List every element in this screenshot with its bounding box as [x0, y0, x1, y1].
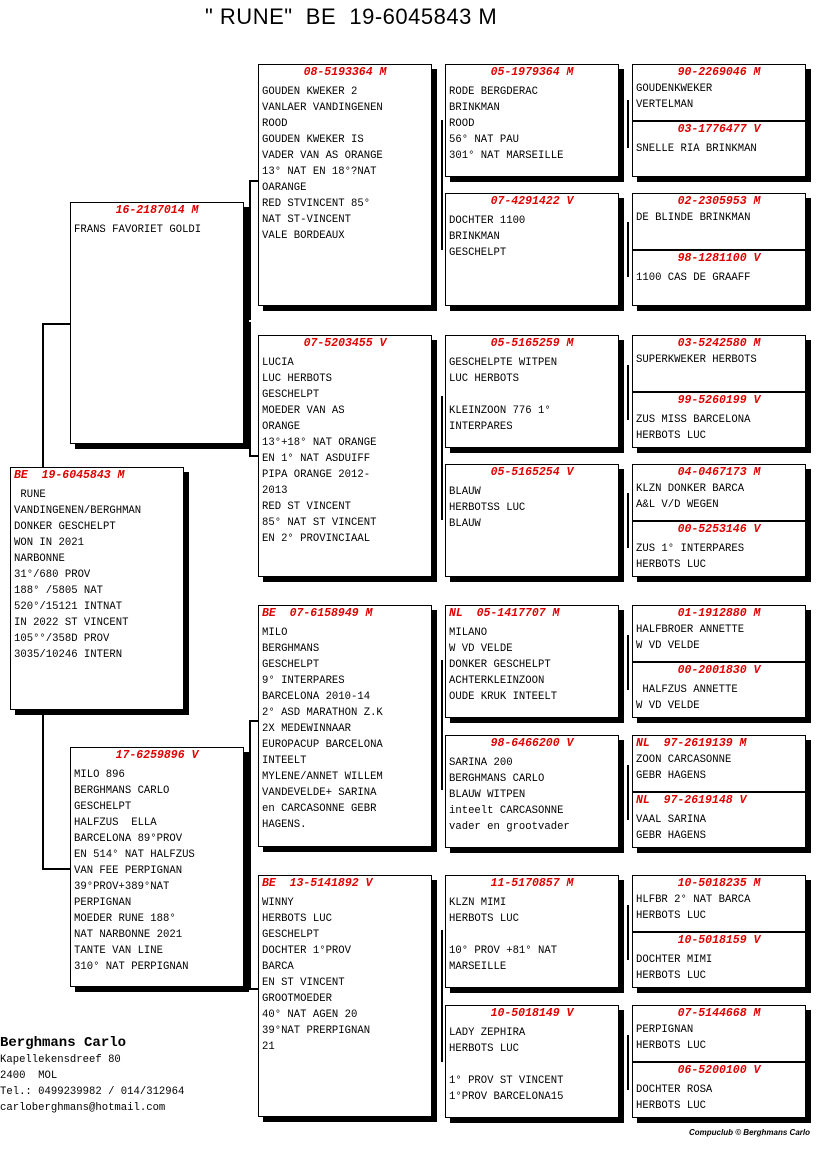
info-line: en CARCASONNE GEBR	[262, 803, 377, 815]
connector-line	[42, 323, 44, 468]
ggg-ring: 02-2305953 M	[677, 195, 761, 208]
info-line: BRINKMAN	[449, 231, 500, 243]
connector-line	[42, 710, 44, 870]
info-line: ROOD	[449, 118, 475, 130]
grandparent-ring: 08-5193364 M	[303, 66, 387, 79]
ggg-pair-card[interactable]	[632, 335, 806, 448]
info-line: HERBOTS LUC	[449, 1043, 519, 1055]
ggg-ring: 99-5260199 V	[677, 394, 761, 407]
great-grandparent-card[interactable]	[445, 193, 619, 306]
info-line: HERBOTS LUC	[636, 970, 706, 982]
info-line: SARINA 200	[449, 757, 513, 769]
info-line: 56° NAT PAU	[449, 134, 519, 146]
info-line: HLFBR 2° NAT BARCA	[636, 894, 751, 906]
great-grandparent-lines	[446, 1022, 618, 1105]
sire-card[interactable]	[70, 202, 244, 444]
info-line: DOCHTER MIMI	[636, 954, 713, 966]
info-line: HALFZUS ANNETTE	[636, 684, 738, 696]
info-line: BARCELONA 89°PROV	[74, 833, 183, 845]
connector-line	[441, 930, 443, 1062]
info-line: GESCHELPT	[262, 659, 320, 671]
info-line: GOUDENKWEKER	[636, 83, 713, 95]
great-grandparent-lines	[446, 892, 618, 975]
info-line: RUNE	[14, 489, 46, 501]
ggg-pair-card[interactable]	[632, 464, 806, 577]
great-grandparent-ring: 05-5165259 M	[490, 337, 574, 350]
grandparent-card[interactable]	[258, 875, 432, 1117]
info-line: BRINKMAN	[449, 102, 500, 114]
info-line: 13°+18° NAT ORANGE	[262, 437, 377, 449]
connector-line	[249, 322, 251, 457]
info-line: DOCHTER 1100	[449, 215, 526, 227]
info-line: NARBONNE	[14, 553, 65, 565]
info-line	[449, 927, 618, 943]
info-line: ORANGE	[262, 421, 301, 433]
info-line: 3035/10246 INTERN	[14, 649, 123, 661]
info-line	[449, 1057, 618, 1073]
connector-line	[249, 868, 251, 990]
connector-line	[249, 720, 251, 870]
connector-line	[627, 222, 629, 277]
info-line: HALFBROER ANNETTE	[636, 624, 745, 636]
grandparent-lines	[259, 81, 431, 244]
ggg-ring: 04-0467173 M	[677, 466, 761, 479]
info-line: ACHTERKLEINZOON	[449, 675, 545, 687]
owner-address: Kapellekensdreef 80	[0, 1054, 121, 1066]
footer-credit: Compuclub © Berghmans Carlo	[688, 1128, 810, 1137]
great-grandparent-card[interactable]	[445, 1005, 619, 1118]
info-line: KLEINZOON 776 1°	[449, 405, 551, 417]
ggg-lines	[633, 1022, 805, 1054]
info-line	[449, 387, 618, 403]
info-line: OUDE KRUK INTEELT	[449, 691, 558, 703]
ggg-lines	[633, 679, 805, 714]
info-line: 9° INTERPARES	[262, 675, 345, 687]
info-line: RED STVINCENT 85°	[262, 198, 371, 210]
info-line: TANTE VAN LINE	[74, 945, 164, 957]
dam-ring: 17-6259896 V	[115, 749, 199, 762]
info-line: vader en grootvader	[449, 821, 570, 833]
info-line: BARCELONA 2010-14	[262, 691, 371, 703]
ggg-lines	[633, 210, 805, 226]
info-line: NAT NARBONNE 2021	[74, 929, 183, 941]
info-line: 2013	[262, 485, 288, 497]
ggg-lines	[633, 409, 805, 444]
info-line: 2° ASD MARATHON Z.K	[262, 707, 383, 719]
ggg-pair-card[interactable]	[632, 193, 806, 306]
great-grandparent-card[interactable]	[445, 875, 619, 988]
great-grandparent-lines	[446, 81, 618, 164]
ggg-pair-card[interactable]	[632, 735, 806, 848]
subject-lines	[11, 484, 183, 663]
info-line: SNELLE RIA BRINKMAN	[636, 143, 757, 155]
ggg-lines	[633, 481, 805, 513]
info-line: HERBOTS LUC	[636, 910, 706, 922]
subject-card[interactable]	[10, 467, 184, 710]
info-line: DONKER GESCHELPT	[14, 521, 116, 533]
ggg-lines	[633, 538, 805, 573]
info-line: RODE BERGDERAC	[449, 86, 539, 98]
info-line: 39°PROV+389°NAT	[74, 881, 170, 893]
ggg-ring: NL 97-2619148 V	[636, 794, 747, 807]
info-line: inteelt CARCASONNE	[449, 805, 564, 817]
ggg-pair-card[interactable]	[632, 605, 806, 718]
info-line: ZUS MISS BARCELONA	[636, 414, 751, 426]
ggg-lines	[633, 809, 805, 844]
grandparent-card[interactable]	[258, 605, 432, 847]
info-line: INTEELT	[262, 755, 307, 767]
info-line: HERBOTS LUC	[636, 559, 706, 571]
ggg-ring: 07-5144668 M	[677, 1007, 761, 1020]
info-line: BLAUW WITPEN	[449, 789, 526, 801]
info-line: BERGHMANS	[262, 643, 320, 655]
info-line: VADER VAN AS ORANGE	[262, 150, 383, 162]
connector-line	[627, 1035, 629, 1090]
info-line: KLZN MIMI	[449, 897, 507, 909]
info-line: VAAL SARINA	[636, 814, 706, 826]
info-line: GOUDEN KWEKER IS	[262, 134, 364, 146]
ggg-pair-card[interactable]	[632, 1005, 806, 1118]
info-line: 2X MEDEWINNAAR	[262, 723, 352, 735]
info-line: HERBOTSS LUC	[449, 502, 526, 514]
info-line: HERBOTS LUC	[636, 430, 706, 442]
owner-city: 2400 MOL	[0, 1070, 58, 1082]
connector-line	[441, 660, 443, 790]
info-line: NAT ST-VINCENT	[262, 214, 352, 226]
info-line: MARSEILLE	[449, 961, 507, 973]
info-line: BERGHMANS CARLO	[74, 785, 170, 797]
info-line: LUC HERBOTS	[449, 373, 519, 385]
info-line: WON IN 2021	[14, 537, 84, 549]
ggg-ring: 10-5018235 M	[677, 877, 761, 890]
great-grandparent-ring: 05-5165254 V	[490, 466, 574, 479]
info-line: IN 2022 ST VINCENT	[14, 617, 129, 629]
info-line: PERPIGNAN	[636, 1024, 694, 1036]
info-line: HERBOTS LUC	[449, 913, 519, 925]
info-line: FRANS FAVORIET GOLDI	[74, 224, 202, 236]
grandparent-lines	[259, 622, 431, 833]
great-grandparent-ring: 07-4291422 V	[490, 195, 574, 208]
info-line: DOCHTER ROSA	[636, 1084, 713, 1096]
info-line: 21	[262, 1041, 275, 1053]
ggg-ring: 00-2001830 V	[677, 664, 761, 677]
connector-line	[441, 396, 443, 520]
info-line: GEBR HAGENS	[636, 830, 706, 842]
ggg-ring: 00-5253146 V	[677, 523, 761, 536]
info-line: MOEDER VAN AS	[262, 405, 345, 417]
great-grandparent-card[interactable]	[445, 605, 619, 718]
info-line: MILO	[262, 627, 288, 639]
info-line: VANLAER VANDINGENEN	[262, 102, 383, 114]
ggg-ring: 90-2269046 M	[677, 66, 761, 79]
info-line: VERTELMAN	[636, 99, 694, 111]
great-grandparent-ring: 10-5018149 V	[490, 1007, 574, 1020]
connector-line	[441, 120, 443, 250]
great-grandparent-lines	[446, 352, 618, 435]
info-line: LUCIA	[262, 357, 294, 369]
ggg-ring: 01-1912880 M	[677, 607, 761, 620]
info-line: INTERPARES	[449, 421, 513, 433]
info-line: PIPA ORANGE 2012-	[262, 469, 371, 481]
info-line: GESCHELPTE WITPEN	[449, 357, 558, 369]
sire-lines	[71, 219, 243, 238]
ggg-ring: 03-1776477 V	[677, 123, 761, 136]
info-line: HERBOTS LUC	[636, 1100, 706, 1112]
ggg-ring: 98-1281100 V	[677, 252, 761, 265]
info-line: 1° PROV ST VINCENT	[449, 1075, 564, 1087]
info-line: HERBOTS LUC	[262, 913, 332, 925]
grandparent-card[interactable]	[258, 335, 432, 577]
info-line: BERGHMANS CARLO	[449, 773, 545, 785]
info-line: VANDEVELDE+ SARINA	[262, 787, 377, 799]
info-line: EN 514° NAT HALFZUS	[74, 849, 195, 861]
info-line: GESCHELPT	[449, 247, 507, 259]
info-line: 1100 CAS DE GRAAFF	[636, 272, 751, 284]
connector-line	[249, 180, 251, 320]
great-grandparent-lines	[446, 622, 618, 705]
info-line: HALFZUS ELLA	[74, 817, 157, 829]
great-grandparent-card[interactable]	[445, 335, 619, 448]
ggg-lines	[633, 267, 805, 286]
info-line: RED ST VINCENT	[262, 501, 352, 513]
ggg-pair-card[interactable]	[632, 875, 806, 988]
info-line: ZUS 1° INTERPARES	[636, 543, 745, 555]
info-line: HAGENS.	[262, 819, 307, 831]
info-line: 520°/15121 INTNAT	[14, 601, 123, 613]
info-line: LADY ZEPHIRA	[449, 1027, 526, 1039]
great-grandparent-card[interactable]	[445, 464, 619, 577]
great-grandparent-ring: 98-6466200 V	[490, 737, 574, 750]
info-line: MOEDER RUNE 188°	[74, 913, 176, 925]
ggg-lines	[633, 81, 805, 113]
connector-line	[42, 323, 70, 325]
great-grandparent-lines	[446, 752, 618, 835]
info-line: GROOTMOEDER	[262, 993, 332, 1005]
info-line: 310° NAT PERPIGNAN	[74, 961, 189, 973]
info-line: 10° PROV +81° NAT	[449, 945, 558, 957]
owner-name: Berghmans Carlo	[0, 1035, 127, 1051]
info-line: KLZN DONKER BARCA	[636, 483, 745, 495]
info-line: VALE BORDEAUX	[262, 230, 345, 242]
connector-line	[627, 635, 629, 690]
ggg-pair-card[interactable]	[632, 64, 806, 177]
ggg-lines	[633, 892, 805, 924]
info-line: PERPIGNAN	[74, 897, 132, 909]
great-grandparent-card[interactable]	[445, 735, 619, 848]
info-line: W VD VELDE	[636, 700, 700, 712]
ggg-ring: NL 97-2619139 M	[636, 737, 747, 750]
info-line: DONKER GESCHELPT	[449, 659, 551, 671]
info-line: GESCHELPT	[74, 801, 132, 813]
subject-ring: BE 19-6045843 M	[14, 469, 125, 482]
ggg-lines	[633, 752, 805, 784]
info-line: 105°°/358D PROV	[14, 633, 110, 645]
owner-email[interactable]: carloberghmans@hotmail.com	[0, 1102, 166, 1114]
info-line: 40° NAT AGEN 20	[262, 1009, 358, 1021]
info-line: GESCHELPT	[262, 929, 320, 941]
info-line: W VD VELDE	[449, 643, 513, 655]
info-line: A&L V/D WEGEN	[636, 499, 719, 511]
info-line: MYLENE/ANNET WILLEM	[262, 771, 383, 783]
owner-block	[0, 1034, 184, 1116]
info-line: MILO 896	[74, 769, 125, 781]
ggg-ring: 10-5018159 V	[677, 934, 761, 947]
info-line: EN 1° NAT ASDUIFF	[262, 453, 371, 465]
info-line: 1°PROV BARCELONA15	[449, 1091, 564, 1103]
ggg-lines	[633, 949, 805, 984]
ggg-ring: 06-5200100 V	[677, 1064, 761, 1077]
info-line: W VD VELDE	[636, 640, 700, 652]
info-line: DOCHTER 1°PROV	[262, 945, 352, 957]
dam-card[interactable]	[70, 747, 244, 987]
page-title: " RUNE" BE 19-6045843 M	[205, 4, 498, 29]
dam-lines	[71, 764, 243, 975]
info-line: DE BLINDE BRINKMAN	[636, 212, 751, 224]
connector-line	[627, 365, 629, 420]
info-line: EUROPACUP BARCELONA	[262, 739, 383, 751]
ggg-ring: 03-5242580 M	[677, 337, 761, 350]
grandparent-lines	[259, 352, 431, 547]
grandparent-ring: BE 13-5141892 V	[262, 877, 373, 890]
great-grandparent-lines	[446, 481, 618, 532]
owner-phone: Tel.: 0499239982 / 014/312964	[0, 1086, 185, 1098]
connector-line	[42, 868, 70, 870]
info-line: MILANO	[449, 627, 488, 639]
great-grandparent-lines	[446, 210, 618, 261]
info-line: EN 2° PROVINCIAAL	[262, 533, 371, 545]
info-line: LUC HERBOTS	[262, 373, 332, 385]
grandparent-card[interactable]	[258, 64, 432, 306]
info-line: BLAUW	[449, 486, 481, 498]
great-grandparent-card[interactable]	[445, 64, 619, 177]
info-line: SUPERKWEKER HERBOTS	[636, 354, 757, 366]
ggg-lines	[633, 138, 805, 157]
grandparent-ring: 07-5203455 V	[303, 337, 387, 350]
connector-line	[627, 905, 629, 960]
info-line: GEBR HAGENS	[636, 770, 706, 782]
info-line: EN ST VINCENT	[262, 977, 345, 989]
grandparent-ring: BE 07-6158949 M	[262, 607, 373, 620]
connector-line	[627, 765, 629, 820]
info-line: VAN FEE PERPIGNAN	[74, 865, 183, 877]
info-line: 13° NAT EN 18°?NAT	[262, 166, 377, 178]
info-line: HERBOTS LUC	[636, 1040, 706, 1052]
info-line: 31°/680 PROV	[14, 569, 91, 581]
connector-line	[627, 493, 629, 548]
connector-line	[627, 100, 629, 148]
great-grandparent-ring: 11-5170857 M	[490, 877, 574, 890]
info-line: 85° NAT ST VINCENT	[262, 517, 377, 529]
info-line: OARANGE	[262, 182, 307, 194]
ggg-lines	[633, 622, 805, 654]
great-grandparent-ring: 05-1979364 M	[490, 66, 574, 79]
info-line: ROOD	[262, 118, 288, 130]
ggg-lines	[633, 1079, 805, 1114]
info-line: 301° NAT MARSEILLE	[449, 150, 564, 162]
info-line: GESCHELPT	[262, 389, 320, 401]
info-line: GOUDEN KWEKER 2	[262, 86, 358, 98]
info-line: ZOON CARCASONNE	[636, 754, 732, 766]
info-line: BLAUW	[449, 518, 481, 530]
info-line: 188° /5805 NAT	[14, 585, 104, 597]
info-line: VANDINGENEN/BERGHMAN	[14, 505, 142, 517]
sire-ring: 16-2187014 M	[115, 204, 199, 217]
info-line: WINNY	[262, 897, 294, 909]
great-grandparent-ring: NL 05-1417707 M	[449, 607, 560, 620]
grandparent-lines	[259, 892, 431, 1055]
info-line: 39°NAT PRERPIGNAN	[262, 1025, 371, 1037]
info-line: BARCA	[262, 961, 294, 973]
ggg-lines	[633, 352, 805, 368]
